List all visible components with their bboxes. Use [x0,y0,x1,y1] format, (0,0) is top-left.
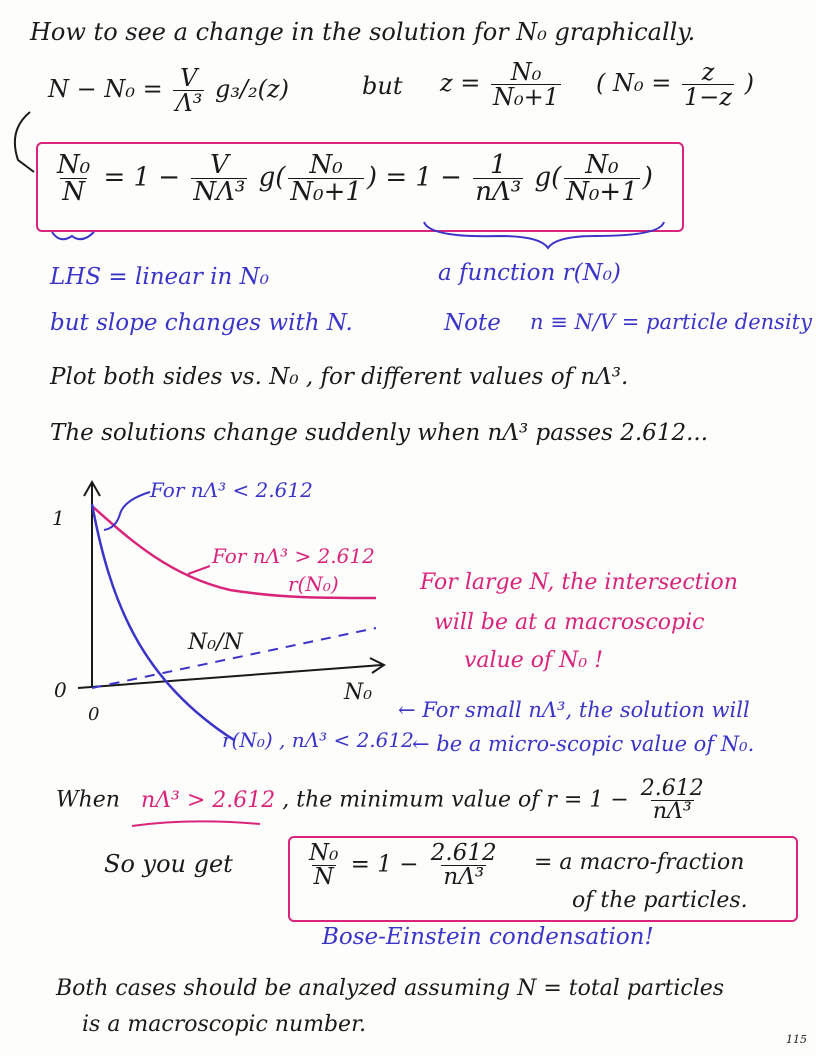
z-frac-num: N₀ [510,58,542,86]
result-rhs-2: of the particles. [572,888,748,913]
small-note-1: ← For small nΛ³, the solution will [398,698,750,722]
rhs-underbrace [424,222,664,248]
function-note: a function r(N₀) [438,260,621,286]
when-rest: , the minimum value of r = 1 − [282,787,629,813]
g1-den: N₀+1 [290,177,362,207]
density-note-label: Note [444,310,501,336]
density-note: n ≡ N/V = particle density [530,310,812,334]
eq1-g: g₃/₂(z) [214,75,290,103]
label-r-n0-magenta: r(N₀) [288,572,339,596]
page-number: 115 [786,1033,807,1046]
result-equation [304,842,502,889]
so-eq: = 1 − [350,851,419,878]
when-line [56,778,709,823]
eq-part-1: = 1 − [103,162,181,193]
n0-frac-den: 1−z [684,83,733,111]
but-word: but [362,72,403,100]
so-frac-num: 2.612 [430,840,497,866]
lhs-num: N₀ [57,150,91,180]
eq1-frac-num: V [180,64,198,92]
one-den: nΛ³ [475,177,522,207]
lhs-underbrace [52,232,94,239]
large-n-note-2: will be at a macroscopic [434,610,705,635]
eq1-left: N − N₀ = [48,75,171,103]
label-pointer [104,492,150,530]
g2-close: ) [642,162,653,193]
lhs-note-2: but slope changes with N. [50,310,353,336]
lhs-den: N [62,177,85,207]
eq1-frac-den: Λ³ [175,89,203,117]
y-tick-0: 0 [54,678,67,702]
so-lhs-den: N [313,864,334,890]
eq-part-2: = 1 − [385,162,462,193]
n0-frac-num: z [701,58,715,86]
when-condition: nΛ³ > 2.612 [140,787,276,813]
g2-open: g( [534,162,562,193]
hook-arrow [15,112,34,172]
so-frac [429,842,499,889]
so-lhs-frac [307,842,340,889]
lhs-note-1: LHS = linear in N₀ [50,264,269,290]
g2-num: N₀ [585,150,619,180]
magenta-pointer [188,566,210,574]
small-note-2: ← be a micro-scopic value of N₀. [412,732,755,756]
g2-den: N₀+1 [566,177,638,207]
label-large: For nΛ³ > 2.612 [212,544,375,568]
when-frac-den: nΛ³ [652,799,692,824]
label-r-n0-blue: r(N₀) , nΛ³ < 2.612 [222,728,414,752]
when-frac-num: 2.612 [640,776,704,801]
bec-label: Bose-Einstein condensation! [322,924,654,950]
r-curve-small [92,504,234,740]
x-axis-label: N₀ [344,680,373,705]
n0-paren-left: ( N₀ = [596,69,672,97]
when-frac [639,778,706,823]
y-tick-1: 1 [52,506,65,530]
z-eq: z = [440,69,481,97]
label-n0-over-n: N₀/N [188,630,243,655]
one-num: 1 [489,150,507,180]
large-n-note-3: value of N₀ ! [464,648,604,673]
v-num: V [209,150,229,180]
so-line: So you get [104,850,233,878]
large-n-note-1: For large N, the intersection [420,570,738,595]
v-den: NΛ³ [193,177,246,207]
so-frac-den: nΛ³ [443,864,485,890]
g1-close: ) [366,162,378,193]
both-line-1: Both cases should be analyzed assuming N = total particles [56,976,725,1001]
g1-open: g( [258,162,286,193]
solutions-line: The solutions change suddenly when nΛ³ passes 2.612... [50,420,709,446]
so-lhs-num: N₀ [309,840,339,866]
when-word: When [56,787,120,813]
n0-paren-right: ) [744,69,755,97]
x-origin: 0 [88,704,100,725]
plot-line: Plot both sides vs. N₀ , for different values of nΛ³. [50,364,629,390]
page-title: How to see a change in the solution for N₀ graphically. [30,18,696,46]
z-frac-den: N₀+1 [493,83,560,111]
both-line-2: is a macroscopic number. [82,1012,367,1037]
g1-num: N₀ [309,150,343,180]
x-axis [78,665,382,688]
label-small: For nΛ³ < 2.612 [150,478,313,502]
result-rhs-1: = a macro-fraction [534,850,745,875]
